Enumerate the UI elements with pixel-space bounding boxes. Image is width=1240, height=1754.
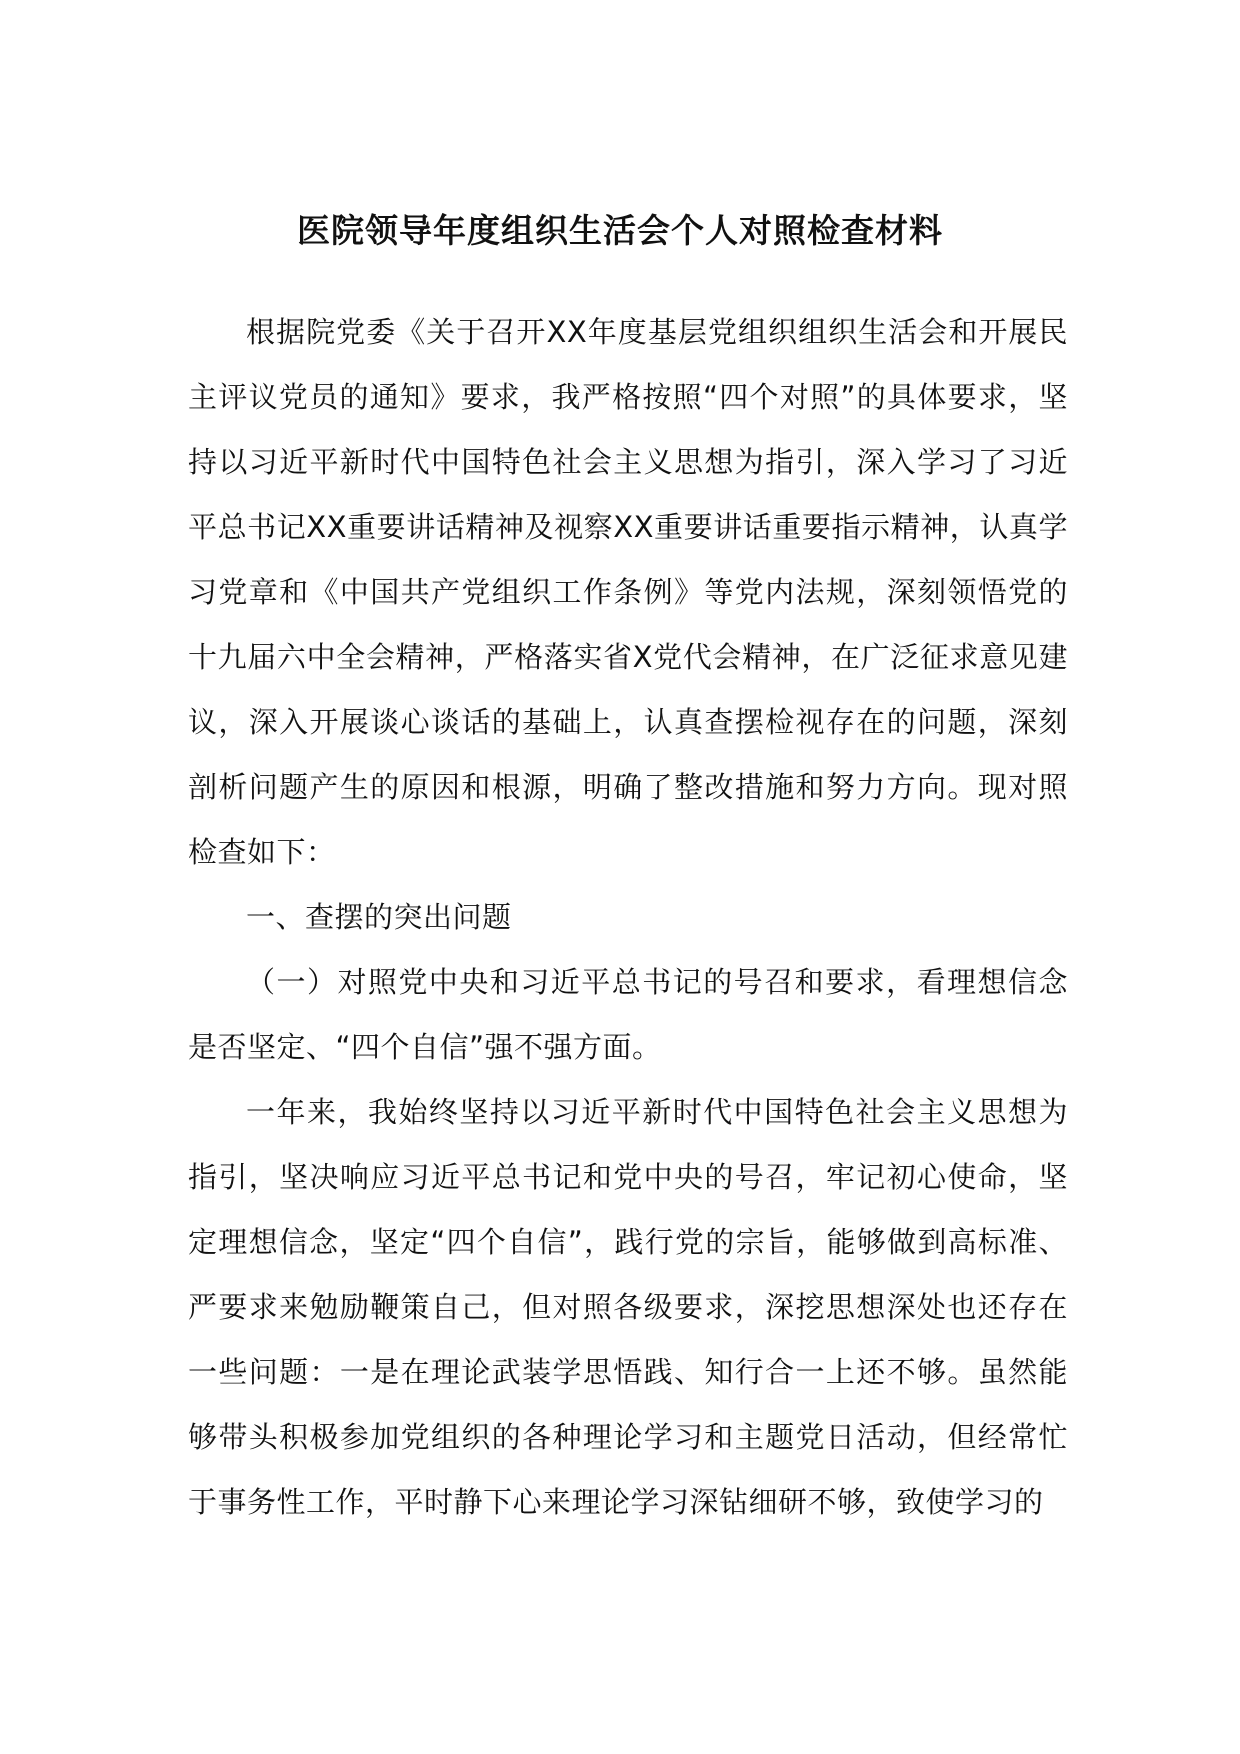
paragraph-intro: 根据院党委《关于召开XX年度基层党组织组织生活会和开展民主评议党员的通知》要求，我严格按照“四个对照”的具体要求，坚持以习近平新时代中国特色社会主义思想为指引，深入学习了习近平总书记XX重要讲话精神及视察XX重要讲话重要指示精神，认真学习党章和《中国共产党组织工作条例》等党内法规，深刻领悟党的十九届六中全会精神，严格落实省X党代会精神，在广泛征求意见建议，深入开展谈心谈话的基础上，认真查摆检视存在的问题，深刻剖析问题产生的原因和根源，明确了整改措施和努力方向。现对照检查如下：: [188, 315, 1068, 869]
document-body: [188, 300, 1068, 1535]
paragraph-body-1: 一年来，我始终坚持以习近平新时代中国特色社会主义思想为指引，坚决响应习近平总书记和党中央的号召，牢记初心使命，坚定理想信念，坚定“四个自信”，践行党的宗旨，能够做到高标准、严要求来勉励鞭策自己，但对照各级要求，深挖思想深处也还存在一些问题：一是在理论武装学思悟践、知行合一上还不够。虽然能够带头积极参加党组织的各种理论学习和主题党日活动，但经常忙于事务性工作，平时静下心来理论学习深钻细研不够，致使学习的: [188, 1095, 1068, 1519]
subsection-heading-1: （一）对照党中央和习近平总书记的号召和要求，看理想信念是否坚定、“四个自信”强不强方面。: [188, 965, 1068, 1064]
document-title: 医院领导年度组织生活会个人对照检查材料: [297, 211, 943, 250]
section-heading-1: 一、查摆的突出问题: [246, 900, 512, 934]
